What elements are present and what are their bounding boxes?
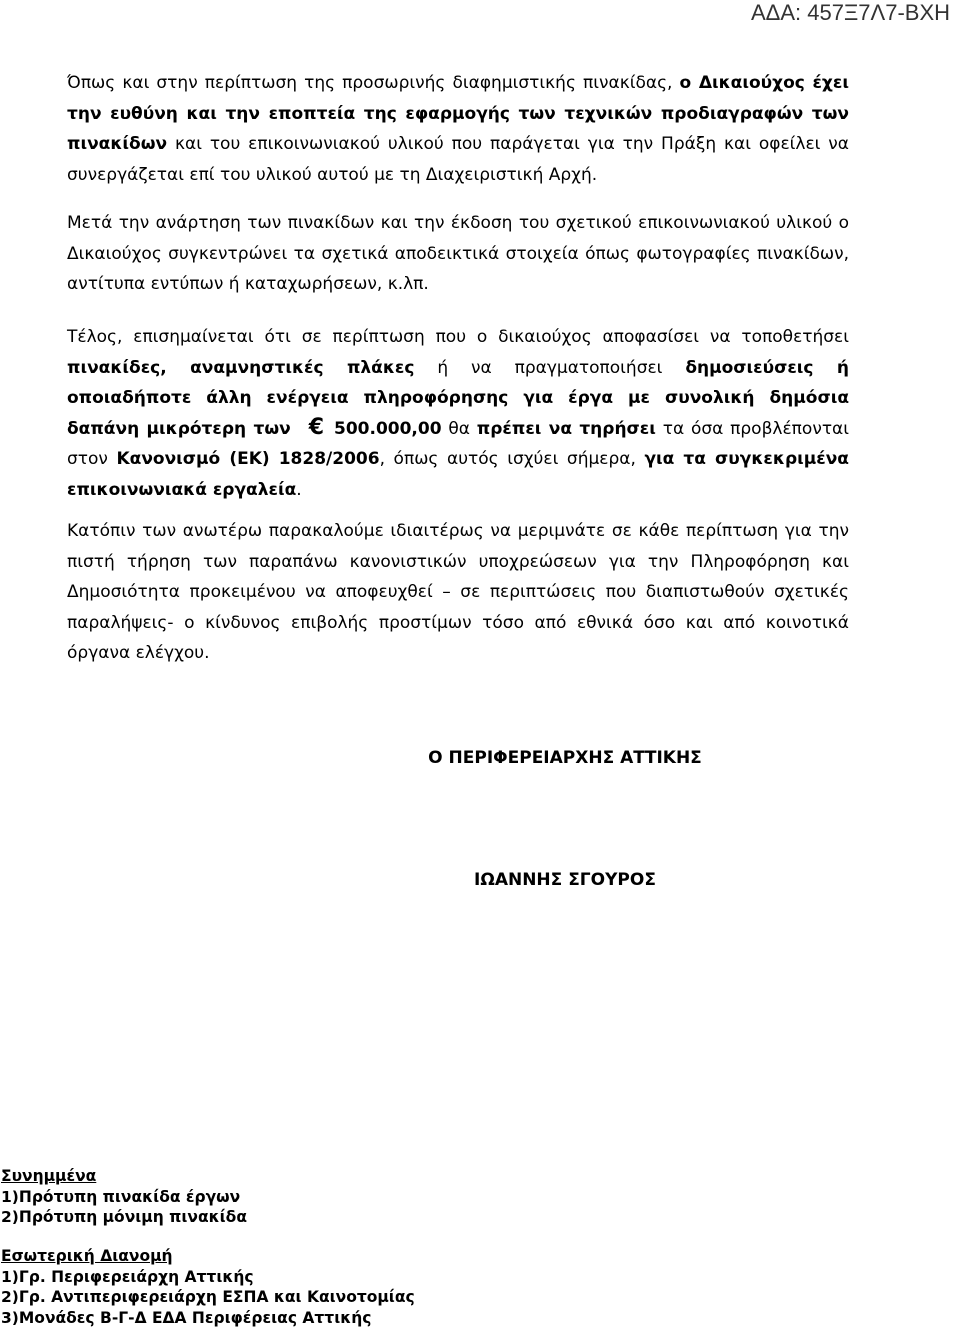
paragraph-regulation-compliance [67,322,849,506]
paragraph-text: . [296,480,301,500]
paragraph-sign-responsibility [67,68,849,190]
list-item: 2)Πρότυπη μόνιμη πινακίδα [1,1207,247,1228]
paragraph-text: Τέλος, επισημαίνεται ότι σε περίπτωση που ο δικαιούχος αποφασίσει να τοποθετήσει [67,327,849,347]
attachments-list [1,1166,247,1228]
list-item: 1)Γρ. Περιφερειάρχη Αττικής [1,1267,415,1288]
paragraph-closing-request [67,516,849,669]
euro-symbol: € [309,419,324,436]
signatory-title: Ο ΠΕΡΙΦΕΡΕΙΑΡΧΗΣ ΑΤΤΙΚΗΣ [0,746,960,770]
paragraph-bold-text: πρέπει να τηρήσει [477,419,656,439]
list-item: 3)Μονάδες Β-Γ-Δ ΕΔΑ Περιφέρειας Αττικής [1,1308,415,1328]
budget-amount: 500.000,00 [334,419,442,439]
paragraph-text: τα όσα προβλέπονται στον [67,419,849,470]
distribution-heading: Εσωτερική Διανομή [1,1246,415,1267]
paragraph-text: Κατόπιν των ανωτέρω παρακαλούμε ιδιαιτέρως να μεριμνάτε σε κάθε περίπτωση για την πιστή τήρηση των παραπάνω κανονιστικών υποχρεώσεων για την Πληροφόρηση και Δημοσιότητα προκειμένου να αποφευχθεί – σε περιπτώσεις που διαπιστωθούν σχετικές παραλήψεις- ο κίνδυνος επιβολής προστίμων τόσο από εθνικά όσο και από κοινοτικά όργανα ελέγχου. [67,521,849,663]
ada-code-header: ΑΔΑ: 457Ξ7Λ7-ΒΧΗ [751,0,950,26]
paragraph-text: και του επικοινωνιακού υλικού που παράγεται για την Πράξη και οφείλει να συνεργάζεται επί του υλικού αυτού με τη Διαχειριστική Αρχή. [67,134,849,185]
paragraph-bold-text: δημοσιεύσεις ή οποιαδήποτε άλλη ενέργεια πληροφόρησης για έργα με συνολική δημόσια δαπάνη μικρότερη των [67,358,849,439]
attachments-heading: Συνημμένα [1,1166,247,1187]
signatory-name: ΙΩΑΝΝΗΣ ΣΓΟΥΡΟΣ [0,868,960,892]
paragraph-bold-text: πινακίδες, αναμνηστικές πλάκες [67,358,414,378]
list-item: 2)Γρ. Αντιπεριφερειάρχη ΕΣΠΑ και Καινοτομίας [1,1287,415,1308]
paragraph-bold-text: για τα συγκεκριμένα επικοινωνιακά εργαλεία [67,449,849,500]
paragraph-evidence-collection [67,208,849,300]
paragraph-bold-text: ο Δικαιούχος έχει την ευθύνη και την εποπτεία της εφαρμογής των τεχνικών προδιαγραφών των πινακίδων [67,73,849,154]
paragraph-text: , όπως αυτός ισχύει σήμερα, [380,449,645,469]
paragraph-text: Μετά την ανάρτηση των πινακίδων και την έκδοση του σχετικού επικοινωνιακού υλικού ο Δικαιούχος συγκεντρώνει τα σχετικά αποδεικτικά στοιχεία όπως φωτογραφίες πινακίδων, αντίτυπα εντύπων ή καταχωρήσεων, κ.λπ. [67,213,849,294]
paragraph-text: θα [442,419,477,439]
paragraph-text: Όπως και στην περίπτωση της προσωρινής διαφημιστικής πινακίδας, [67,73,680,93]
internal-distribution-list [1,1246,415,1328]
regulation-reference: Κανονισμό (ΕΚ) 1828/2006 [116,449,379,469]
paragraph-text: ή να πραγματοποιήσει [414,358,685,378]
list-item: 1)Πρότυπη πινακίδα έργων [1,1187,247,1208]
